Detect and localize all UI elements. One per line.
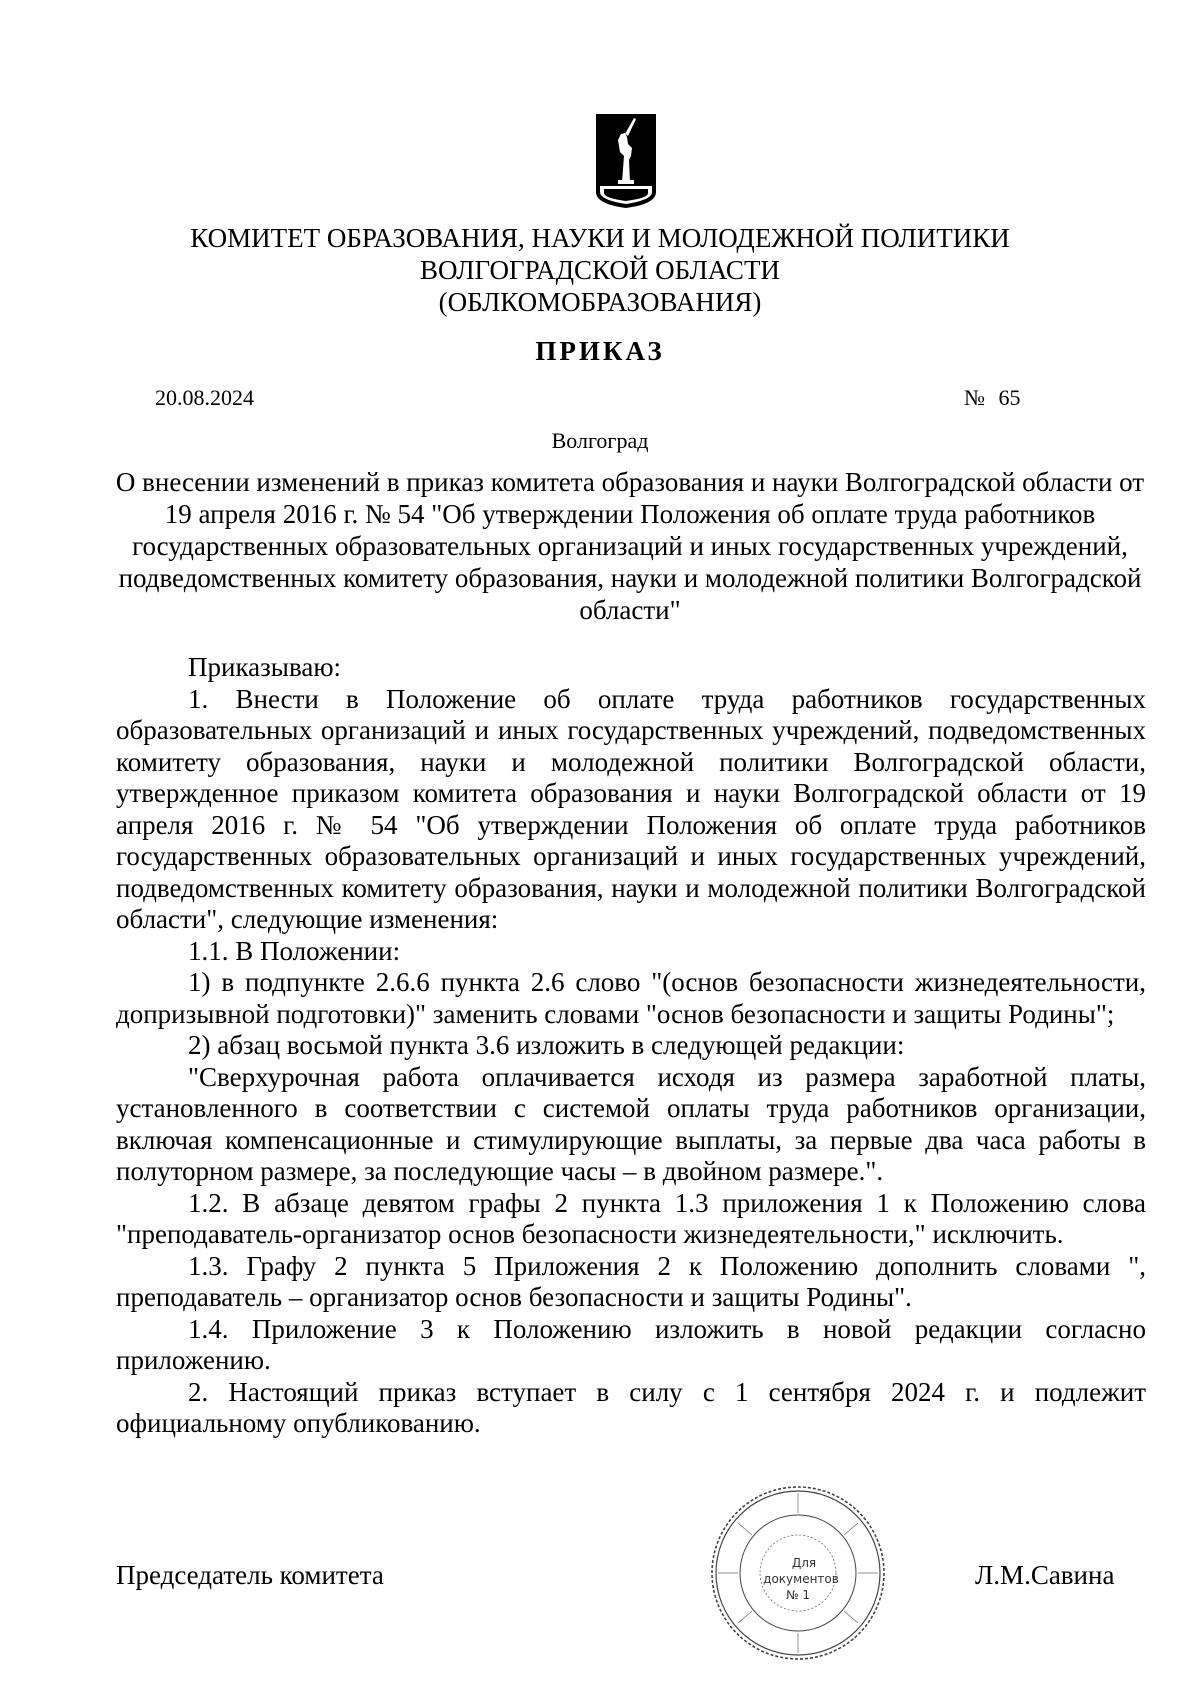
body-paragraph: 1) в подпункте 2.6.6 пункта 2.6 слово "(основ безопасности жизнедеятельности, допризывной подготовки)" заменить словами "основ безопасности и защиты Родины"; [116, 967, 1146, 1029]
order-body [116, 652, 1146, 1440]
order-number: № 65 [964, 385, 1021, 410]
body-paragraph: "Сверхурочная работа оплачивается исходя из размера заработной платы, установленного в соответствии с системой оплаты труда работников организации, включая компенсационные и стимулирующие выплаты, за первые два часа работы в полуторном размере, за последующие часы – в двойном размере.". [116, 1061, 1146, 1186]
body-paragraph: Приказываю: [188, 652, 341, 682]
body-paragraph: 1.4. Приложение 3 к Положению изложить в новой редакции согласно приложению. [116, 1313, 1146, 1375]
stamp-line-1: Для [791, 1556, 817, 1570]
body-paragraph: 1. Внести в Положение об оплате труда работников государственных образовательных организаций и иных государственных учреждений, подведомственных комитету образования, науки и молодежной политики Волгоградской области, утвержденное приказом комитета образования и науки Волгоградской области от 19 апреля 2016 г. № 54 "Об утверждении Положения об оплате труда работников государственных образовательных организаций и иных государственных учреждений, подведомственных комитету образования, науки и молодежной политики Волгоградской области", следующие изменения: [116, 683, 1146, 934]
org-name-line-3: (ОБЛКОМОБРАЗОВАНИЯ) [438, 287, 762, 317]
body-paragraph: 1.1. В Положении: [188, 935, 401, 966]
official-stamp [708, 1483, 888, 1663]
order-subject: О внесении изменений в приказ комитета образования и науки Волгоградской области от 19 апреля 2016 г. № 54 "Об утверждении Положения об оплате труда работников государственных образовательных организаций и иных государственных учреждений, подведомственных комитету образования, науки и молодежной политики Волгоградской области" [115, 467, 1145, 625]
order-date: 20.08.2024 [155, 385, 254, 410]
body-paragraph: 1.3. Графу 2 пункта 5 Приложения 2 к Положению дополнить словами ", преподаватель – организатор основ безопасности и защиты Родины". [116, 1250, 1146, 1312]
body-paragraph: 1.2. В абзаце девятом графы 2 пункта 1.3 приложения 1 к Положению слова "преподаватель-организатор основ безопасности жизнедеятельности," исключить. [116, 1187, 1146, 1249]
stamp-line-2: документов [763, 1572, 839, 1586]
body-paragraph: 2) абзац восьмой пункта 3.6 изложить в следующей редакции: [188, 1030, 905, 1060]
signatory-title: Председатель комитета [116, 1560, 384, 1590]
org-name-line-1: КОМИТЕТ ОБРАЗОВАНИЯ, НАУКИ И МОЛОДЕЖНОЙ ПОЛИТИКИ [190, 223, 1010, 253]
document-type: ПРИКАЗ [535, 336, 665, 366]
order-city: Волгоград [551, 428, 649, 453]
organization-header [0, 222, 1200, 318]
org-name-line-2: ВОЛГОГРАДСКОЙ ОБЛАСТИ [420, 255, 780, 285]
body-paragraph: 2. Настоящий приказ вступает в силу с 1 сентября 2024 г. и подлежит официальному опубликованию. [116, 1376, 1146, 1438]
stamp-line-3: № 1 [786, 1588, 810, 1602]
coat-of-arms-icon [594, 112, 658, 210]
signatory-name: Л.М.Савина [975, 1560, 1115, 1590]
